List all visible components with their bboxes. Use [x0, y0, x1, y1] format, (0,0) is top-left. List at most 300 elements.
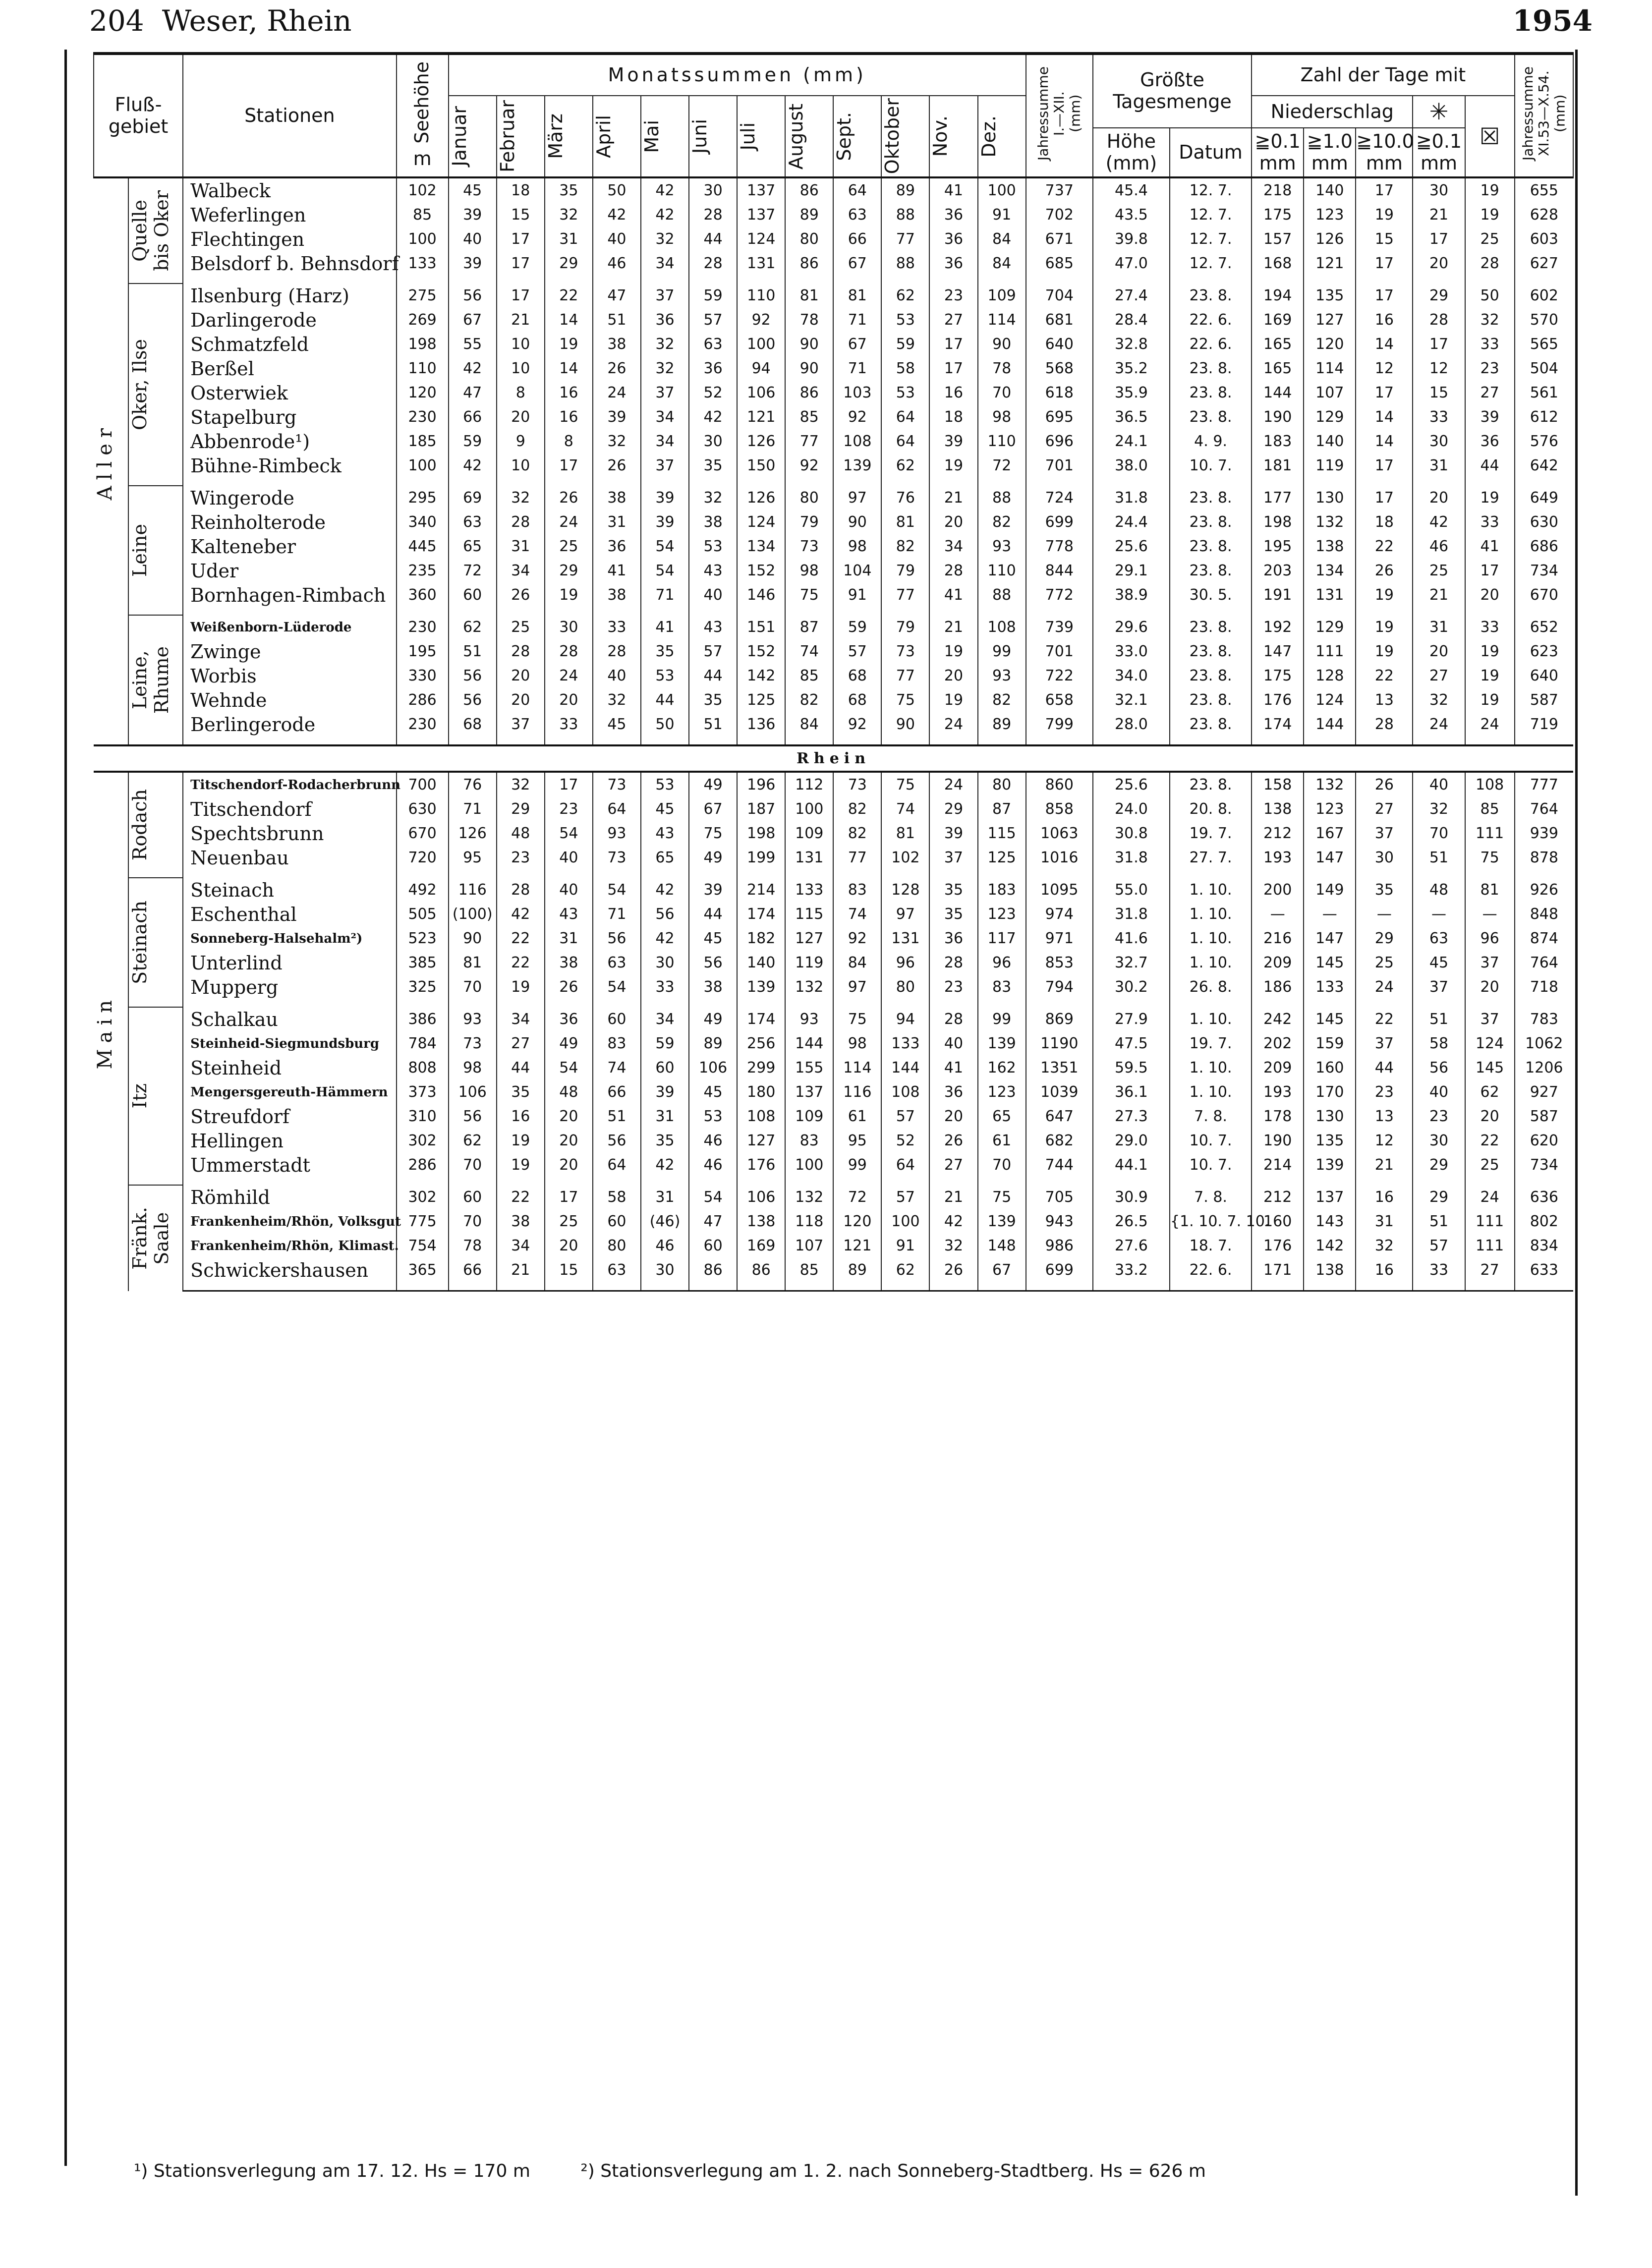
data-cell: 32.7 [1093, 951, 1170, 975]
data-cell: 85 [785, 1258, 833, 1282]
spacer-cell [689, 276, 737, 284]
data-cell: 39.8 [1093, 227, 1170, 251]
data-cell: 47.0 [1093, 251, 1170, 276]
data-cell: 21 [497, 1258, 545, 1282]
data-cell: 63 [1413, 926, 1465, 951]
data-cell: 242 [1252, 1007, 1304, 1031]
spacer-cell [1170, 1177, 1252, 1185]
spacer-cell [1026, 1177, 1093, 1185]
data-cell: 56 [1413, 1056, 1465, 1080]
data-cell: 799 [1026, 712, 1093, 737]
data-cell: 53 [641, 772, 689, 797]
data-cell: 23. 8. [1170, 639, 1252, 664]
table-row [94, 664, 1573, 688]
data-cell: 32 [1465, 308, 1515, 332]
data-cell: 133 [785, 878, 833, 902]
data-cell: 23. 8. [1170, 405, 1252, 429]
data-cell: 68 [833, 688, 881, 712]
data-cell: 844 [1026, 559, 1093, 583]
data-cell: 39 [689, 878, 737, 902]
data-cell: 137 [1304, 1185, 1356, 1209]
data-cell: 325 [397, 975, 449, 999]
data-cell: 48 [1413, 878, 1465, 902]
data-cell: 784 [397, 1031, 449, 1056]
data-cell: 31 [1356, 1209, 1413, 1234]
spacer-cell [978, 607, 1026, 615]
month-label: August [785, 103, 807, 170]
spacer-cell [1356, 1282, 1413, 1291]
river-sub-cell [128, 615, 183, 745]
data-cell: 230 [397, 615, 449, 639]
data-cell: 54 [545, 821, 593, 846]
data-cell: 695 [1026, 405, 1093, 429]
data-cell: 29.0 [1093, 1129, 1170, 1153]
spacer-cell [1170, 999, 1252, 1007]
data-cell: 106 [737, 1185, 785, 1209]
data-cell: 176 [1252, 1234, 1304, 1258]
data-cell: 31 [641, 1185, 689, 1209]
data-cell: 12. 7. [1170, 203, 1252, 227]
data-cell: 1351 [1026, 1056, 1093, 1080]
data-cell: 15 [545, 1258, 593, 1282]
data-cell: 34.0 [1093, 664, 1170, 688]
data-cell: 54 [641, 534, 689, 559]
data-cell: 17 [1465, 559, 1515, 583]
spacer-cell [833, 478, 881, 486]
data-cell: 37 [641, 454, 689, 478]
table-row [94, 615, 1573, 639]
data-cell: 88 [881, 251, 929, 276]
data-cell: 37 [1413, 975, 1465, 999]
data-cell: 160 [1252, 1209, 1304, 1234]
data-cell: 772 [1026, 583, 1093, 607]
data-cell: 30.8 [1093, 821, 1170, 846]
header-month-jun [689, 96, 737, 177]
data-cell: 35.9 [1093, 381, 1170, 405]
data-cell: 90 [785, 356, 833, 381]
data-cell: 86 [785, 381, 833, 405]
spacer-cell [929, 737, 977, 745]
data-cell: 858 [1026, 797, 1093, 821]
data-cell: 20 [497, 664, 545, 688]
spacer-cell [449, 276, 497, 284]
header-month-nov [929, 96, 977, 177]
data-cell: 194 [1252, 284, 1304, 308]
data-cell: 20 [1413, 639, 1465, 664]
spacer-cell [689, 999, 737, 1007]
data-cell: 40 [689, 583, 737, 607]
month-label: Nov. [929, 115, 952, 157]
spacer-cell [593, 607, 641, 615]
data-cell: 32 [545, 203, 593, 227]
data-cell: 56 [689, 951, 737, 975]
data-cell: 56 [449, 664, 497, 688]
data-cell: 47.5 [1093, 1031, 1170, 1056]
data-cell: 123 [1304, 203, 1356, 227]
data-cell: 36 [641, 308, 689, 332]
data-cell: 230 [397, 712, 449, 737]
spacer-cell [833, 607, 881, 615]
data-cell: 165 [1252, 332, 1304, 356]
data-cell: 13 [1356, 1104, 1413, 1129]
data-cell: 1. 10. [1170, 926, 1252, 951]
table-row [94, 251, 1573, 276]
data-cell: 121 [737, 405, 785, 429]
data-cell: 27.9 [1093, 1007, 1170, 1031]
spacer-cell [183, 478, 396, 486]
data-cell: 27 [929, 308, 977, 332]
data-cell: 31.8 [1093, 846, 1170, 870]
data-cell: 31 [545, 227, 593, 251]
data-cell: 627 [1515, 251, 1573, 276]
data-cell: 131 [1304, 583, 1356, 607]
data-cell: 146 [737, 583, 785, 607]
data-cell: 106 [449, 1080, 497, 1104]
data-cell: 42 [641, 878, 689, 902]
data-cell: 49 [689, 1007, 737, 1031]
data-cell: 24.1 [1093, 429, 1170, 454]
data-cell: 29 [1413, 1153, 1465, 1177]
data-cell: 160 [1304, 1056, 1356, 1080]
left-border-line [64, 50, 67, 2166]
data-cell: 42 [449, 454, 497, 478]
data-cell: 12. 7. [1170, 227, 1252, 251]
spacer-cell [183, 1282, 396, 1291]
data-cell: 32 [497, 486, 545, 510]
spacer-cell [1093, 1282, 1170, 1291]
data-cell: 42 [689, 405, 737, 429]
group-spacer-row [94, 737, 1573, 745]
data-cell: 24 [1413, 712, 1465, 737]
data-cell: 45 [449, 177, 497, 203]
data-cell: — [1465, 902, 1515, 926]
data-cell: 43 [545, 902, 593, 926]
data-cell: 19 [929, 688, 977, 712]
data-cell: 45 [689, 926, 737, 951]
data-cell: 168 [1252, 251, 1304, 276]
data-cell: 183 [1252, 429, 1304, 454]
data-cell: 848 [1515, 902, 1573, 926]
data-cell: 32 [1413, 688, 1465, 712]
data-cell: 48 [497, 821, 545, 846]
data-cell: 802 [1515, 1209, 1573, 1234]
header-month-jul [737, 96, 785, 177]
data-cell: 57 [1413, 1234, 1465, 1258]
data-cell: 874 [1515, 926, 1573, 951]
data-cell: 19 [497, 975, 545, 999]
spacer-cell [929, 276, 977, 284]
data-cell: 26 [593, 356, 641, 381]
river-sub-cell [128, 1007, 183, 1185]
spacer-cell [978, 870, 1026, 878]
data-cell: 32 [1356, 1234, 1413, 1258]
spacer-cell [881, 737, 929, 745]
data-cell: 37 [497, 712, 545, 737]
data-cell: 61 [978, 1129, 1026, 1153]
data-cell: 74 [833, 902, 881, 926]
data-cell: 176 [1252, 688, 1304, 712]
month-label: Dez. [977, 115, 1000, 158]
data-cell: 19 [1465, 203, 1515, 227]
data-cell: 43 [689, 615, 737, 639]
data-cell: 64 [593, 1153, 641, 1177]
snow-icon: ✳ [1413, 96, 1465, 128]
data-cell: 77 [785, 429, 833, 454]
data-cell: 114 [978, 308, 1026, 332]
data-cell: 140 [1304, 177, 1356, 203]
data-cell: 110 [978, 559, 1026, 583]
spacer-cell [737, 870, 785, 878]
data-cell: 36 [929, 251, 977, 276]
month-label: April [592, 114, 615, 158]
data-cell: 85 [1465, 797, 1515, 821]
data-cell: 17 [545, 1185, 593, 1209]
group-spacer-row [94, 1282, 1573, 1291]
data-cell: 82 [833, 821, 881, 846]
data-cell: 218 [1252, 177, 1304, 203]
spacer-cell [397, 276, 449, 284]
data-cell: 123 [978, 1080, 1026, 1104]
spacer-cell [397, 999, 449, 1007]
data-cell: 16 [545, 381, 593, 405]
data-cell: 939 [1515, 821, 1573, 846]
spacer-cell [881, 999, 929, 1007]
data-cell: 28 [1465, 251, 1515, 276]
data-cell: 23 [1413, 1104, 1465, 1129]
header-month-may [641, 96, 689, 177]
data-cell: 32 [1413, 797, 1465, 821]
data-cell: 23 [1465, 356, 1515, 381]
spacer-cell [497, 870, 545, 878]
data-cell: 81 [881, 510, 929, 534]
data-cell: 20 [1413, 486, 1465, 510]
data-cell: 35 [929, 878, 977, 902]
data-cell: 35 [929, 902, 977, 926]
spacer-cell [1465, 607, 1515, 615]
data-cell: 67 [449, 308, 497, 332]
data-cell: 36 [929, 227, 977, 251]
data-cell: 100 [397, 227, 449, 251]
data-cell: 943 [1026, 1209, 1093, 1234]
station-name: Ilsenburg (Harz) [183, 284, 396, 308]
data-cell: 150 [737, 454, 785, 478]
data-cell: 38 [545, 951, 593, 975]
spacer-cell [593, 870, 641, 878]
data-cell: 28 [497, 878, 545, 902]
data-cell: 565 [1515, 332, 1573, 356]
table-row [94, 583, 1573, 607]
header-month-aug [785, 96, 833, 177]
data-cell: 72 [833, 1185, 881, 1209]
data-cell: 174 [737, 902, 785, 926]
data-cell: 37 [641, 381, 689, 405]
data-cell: 24 [1356, 975, 1413, 999]
data-cell: 144 [1304, 712, 1356, 737]
data-cell: 155 [785, 1056, 833, 1080]
spacer-cell [1413, 1177, 1465, 1185]
data-cell: 100 [397, 454, 449, 478]
data-cell: 82 [978, 688, 1026, 712]
data-cell: 78 [449, 1234, 497, 1258]
spacer-cell [641, 478, 689, 486]
data-cell: 39 [1465, 405, 1515, 429]
data-cell: 136 [737, 712, 785, 737]
data-cell: 93 [449, 1007, 497, 1031]
data-cell: 97 [833, 486, 881, 510]
data-cell: 139 [978, 1031, 1026, 1056]
data-cell: 28 [929, 1007, 977, 1031]
table-row [94, 1258, 1573, 1282]
data-cell: 56 [449, 284, 497, 308]
data-cell: 25 [1413, 559, 1465, 583]
data-cell: 20 [497, 688, 545, 712]
data-cell: 47 [593, 284, 641, 308]
data-cell: 29 [545, 251, 593, 276]
data-cell: 66 [833, 227, 881, 251]
data-cell: 39 [449, 203, 497, 227]
data-cell: 82 [833, 797, 881, 821]
data-cell: 32 [689, 486, 737, 510]
data-cell: 618 [1026, 381, 1093, 405]
data-cell: 87 [978, 797, 1026, 821]
data-cell: 55.0 [1093, 878, 1170, 902]
data-cell: 10 [497, 332, 545, 356]
data-cell: 108 [978, 615, 1026, 639]
spacer-cell [785, 999, 833, 1007]
data-cell: 176 [737, 1153, 785, 1177]
data-cell: 53 [689, 534, 737, 559]
data-cell: 71 [833, 308, 881, 332]
data-cell: 9 [497, 429, 545, 454]
station-name: Wingerode [183, 486, 396, 510]
table-row [94, 1185, 1573, 1209]
spacer-cell [1093, 276, 1170, 284]
spacer-cell [1026, 870, 1093, 878]
data-cell: 46 [1413, 534, 1465, 559]
spacer-cell [1515, 478, 1573, 486]
station-name: Schalkau [183, 1007, 396, 1031]
data-cell: 128 [881, 878, 929, 902]
data-cell: 701 [1026, 639, 1093, 664]
data-cell: 50 [641, 712, 689, 737]
data-cell: 92 [833, 712, 881, 737]
data-cell: 93 [593, 821, 641, 846]
data-cell: 49 [689, 772, 737, 797]
station-name: Mengersgereuth-Hämmern [183, 1080, 396, 1104]
data-cell: 152 [737, 639, 785, 664]
data-cell: 84 [785, 712, 833, 737]
station-name: Darlingerode [183, 308, 396, 332]
station-name: Bornhagen-Rimbach [183, 583, 396, 607]
station-name: Reinholterode [183, 510, 396, 534]
data-cell: 81 [785, 284, 833, 308]
spacer-cell [929, 999, 977, 1007]
spacer-cell [397, 1282, 449, 1291]
data-cell: 115 [978, 821, 1026, 846]
data-cell: 32 [593, 429, 641, 454]
station-name: Eschenthal [183, 902, 396, 926]
data-cell: 49 [689, 846, 737, 870]
data-cell: 21 [1413, 583, 1465, 607]
spacer-cell [689, 1282, 737, 1291]
data-cell: 19 [1465, 664, 1515, 688]
data-cell: 40 [593, 664, 641, 688]
data-cell: 647 [1026, 1104, 1093, 1129]
data-cell: 8 [497, 381, 545, 405]
data-cell: 18 [1356, 510, 1413, 534]
thunderstorm-icon: ☒ [1465, 96, 1515, 177]
data-cell: 633 [1515, 1258, 1573, 1282]
data-cell: 137 [737, 203, 785, 227]
data-cell: 82 [785, 688, 833, 712]
data-cell: 286 [397, 1153, 449, 1177]
table-row [94, 902, 1573, 926]
station-name: Berlingerode [183, 712, 396, 737]
data-cell: 83 [978, 975, 1026, 999]
data-cell: 10 [497, 454, 545, 478]
data-cell: 38 [593, 486, 641, 510]
jahressumme2-label: Jahressumme XI.53—X.54. (mm) [1519, 66, 1568, 161]
table-row [94, 356, 1573, 381]
data-cell: 47 [449, 381, 497, 405]
data-cell: 28 [545, 639, 593, 664]
data-cell: 64 [593, 797, 641, 821]
data-cell: (46) [641, 1209, 689, 1234]
data-cell: 926 [1515, 878, 1573, 902]
data-cell: 23. 8. [1170, 510, 1252, 534]
data-cell: 1063 [1026, 821, 1093, 846]
spacer-cell [1356, 478, 1413, 486]
data-cell: 147 [1252, 639, 1304, 664]
data-cell: 30 [689, 429, 737, 454]
data-cell: 504 [1515, 356, 1573, 381]
data-cell: 53 [881, 381, 929, 405]
data-cell: 38 [497, 1209, 545, 1234]
spacer-cell [1026, 478, 1093, 486]
data-cell: 47 [689, 1209, 737, 1234]
data-cell: 63 [593, 1258, 641, 1282]
data-cell: 180 [737, 1080, 785, 1104]
data-cell: 35 [689, 688, 737, 712]
spacer-cell [497, 1177, 545, 1185]
data-cell: 198 [737, 821, 785, 846]
data-cell: 42 [593, 203, 641, 227]
spacer-cell [1304, 999, 1356, 1007]
data-cell: 44.1 [1093, 1153, 1170, 1177]
data-cell: 170 [1304, 1080, 1356, 1104]
data-cell: 20 [929, 510, 977, 534]
data-cell: 19 [1465, 486, 1515, 510]
data-cell: 40 [593, 227, 641, 251]
spacer-cell [1252, 1282, 1304, 1291]
data-cell: 878 [1515, 846, 1573, 870]
seehoehe-label: Seehöhe [411, 61, 433, 144]
data-cell: 21 [929, 1185, 977, 1209]
data-cell: 30 [545, 615, 593, 639]
station-name: Uder [183, 559, 396, 583]
data-cell: 89 [785, 203, 833, 227]
data-cell: 42 [641, 203, 689, 227]
data-cell: 699 [1026, 1258, 1093, 1282]
data-cell: 120 [1304, 332, 1356, 356]
data-cell: 67 [978, 1258, 1026, 1282]
data-cell: 124 [1304, 688, 1356, 712]
header-month-mar [545, 96, 593, 177]
data-cell: 124 [1465, 1031, 1515, 1056]
data-cell: 42 [1413, 510, 1465, 534]
data-cell: 91 [881, 1234, 929, 1258]
spacer-cell [449, 478, 497, 486]
